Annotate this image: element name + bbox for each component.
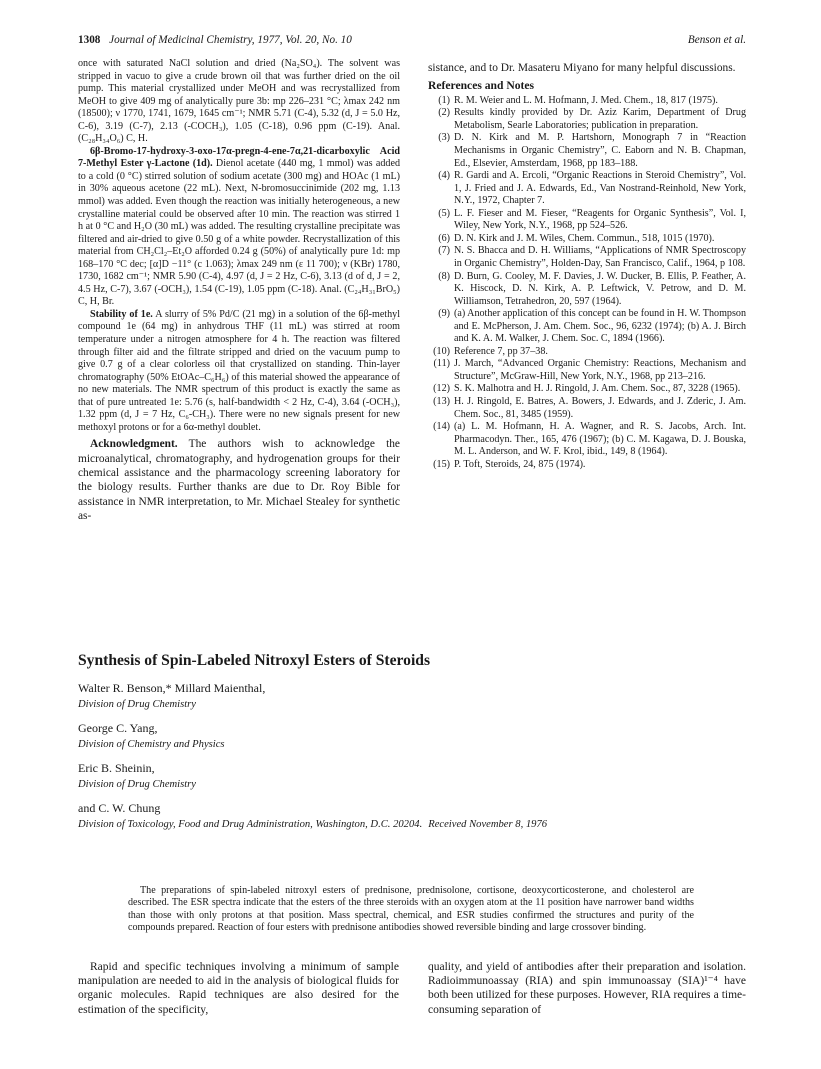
reference-text: R. M. Weier and L. M. Hofmann, J. Med. Chem., 18, 817 (1975). xyxy=(454,94,718,106)
affiliation-text: Division of Chemistry and Physics xyxy=(78,739,225,750)
author-affiliation xyxy=(78,738,748,751)
paragraph-text: Dienol acetate (440 mg, 1 mmol) was added to a cold (0 °C) stirred solution of sodium acetate (300 mg) and HOAc (1 mL) in 30% aqueous acetone (22 mL). Next, N-bromosuccinimide (202 mg, 1.13 mmol) was added. Even though the reaction was initially heterogeneous, a new crystalline material could be observed after 10 min. The reaction was stirred 1 h at 0 °C and H₂O (30 mL) was added. The resulting crystalline precipitate was filtered and air-dried to give 0.50 g of a white powder. Recrystallization of this material from CH₂Cl₂–Et₂O afforded 0.24 g (50%) of analytically pure 1d: mp 168–170 °C dec; [α]D −11° (c 1.063); λmax 249 nm (ε 11 700); ν (KBr) 1780, 1730, 1682 cm⁻¹; NMR 5.90 (C-4), 4.97 (d, J = 2 Hz, C-6), 3.13 (d of d, J = 2, 4.5 Hz, C-7), 3.67 (-OCH₃), 1.54 (C-19), 1.05 ppm (C-18). Anal. (C₂₄H₃₁BrO₅) C, H, Br. xyxy=(78,158,400,308)
reference-item xyxy=(428,383,746,396)
acknowledgment-heading: Acknowledgment. xyxy=(90,438,178,451)
acknowledgment-text: The authors wish to acknowledge the microanalytical, chromatography, and hydrogenation groups for their chemical assistance and the pharmacology screening laboratory for the biology results. Further thanks are due to Dr. Roy Bible for assistance in NMR interpretation, to Mr. Michael Stealey for synthetic as- xyxy=(78,438,400,522)
author-name: George C. Yang, xyxy=(78,721,158,735)
reference-text: (a) L. M. Hofmann, H. A. Wagner, and R. S. Jacobs, Arch. Int. Pharmacodyn. Ther., 165, 476 (1967); (b) C. M. Kagawa, D. J. Bouska, M. L. Anderson, and W. F. Krol, ibid., 149, 8 (1964). xyxy=(454,421,746,458)
reference-item xyxy=(428,132,746,170)
reference-text: D. N. Kirk and J. M. Wiles, Chem. Commun., 518, 1015 (1970). xyxy=(454,232,715,244)
reference-number: (13) xyxy=(433,395,450,407)
experimental-paragraph xyxy=(78,309,400,434)
reference-text: L. F. Fieser and M. Fieser, “Reagents for Organic Synthesis”, Vol. I, Wiley, New York, N.Y., 1968, pp 524–526. xyxy=(454,207,746,232)
right-column xyxy=(428,58,746,471)
reference-item xyxy=(428,233,746,246)
reference-number: (3) xyxy=(438,132,450,144)
reference-number: (9) xyxy=(438,308,450,320)
reference-item xyxy=(428,95,746,108)
reference-item xyxy=(428,245,746,270)
reference-item xyxy=(428,170,746,208)
reference-text: (a) Another application of this concept can be found in H. W. Thompson and E. McPherson, J. Am. Chem. Soc., 96, 6232 (1974); (b) A. J. Birch and K. A. M. Walker, J. Chem. Soc. C, 1894 (1966). xyxy=(454,308,746,345)
reference-text: Reference 7, pp 37–38. xyxy=(454,345,548,357)
experimental-paragraph: once with saturated NaCl solution and dried (Na₂SO₄). The solvent was stripped in vacuo to give a crude brown oil that was further dried on the oil pump. This material crystallized under MeOH and was recrystallized from MeOH to give 409 mg of analytically pure 3b: mp 226–231 °C; λmax 242 nm (18500); ν 1770, 1741, 1679, 1645 cm⁻¹; NMR 5.71 (C-4), 5.32 (d, J = 5.0 Hz, C-6), 3.19 (C-7), 2.13 (-COCH₃), 1.05 (C-18), 0.96 ppm (C-19). Anal. (C₂₈H₃₄O₆) C, H. xyxy=(78,58,400,145)
reference-item xyxy=(428,459,746,472)
reference-number: (10) xyxy=(433,345,450,357)
reference-text: Results kindly provided by Dr. Aziz Karim, Department of Drug Metabolism, Searle Laboratories; publication in preparation. xyxy=(454,107,746,131)
reference-number: (14) xyxy=(433,421,450,433)
author-affiliation xyxy=(78,818,748,831)
reference-text: D. N. Kirk and M. P. Hartshorn, Monograph 7 in “Reaction Mechanisms in Organic Chemistry”, C. Eaborn and N. B. Chapman, Ed., Elsevier, Amsterdam, 1968, pp 183–188. xyxy=(454,132,746,169)
running-header-authors: Benson et al. xyxy=(687,34,746,46)
reference-number: (6) xyxy=(438,232,450,244)
author-name: and C. W. Chung xyxy=(78,801,161,815)
references-list xyxy=(428,95,746,471)
reference-item xyxy=(428,346,746,359)
acknowledgment-continued: sistance, and to Dr. Masateru Miyano for many helpful discussions. xyxy=(428,62,736,74)
reference-item xyxy=(428,208,746,233)
author-name: Eric B. Sheinin, xyxy=(78,761,155,775)
intro-right: quality, and yield of antibodies after their preparation and isolation. Radioimmunoassay (RIA) and spin immunoassay (SIA)¹⁻⁴ have both been utilized for these purposes. However, RIA requires a time-consuming separation of xyxy=(428,961,746,1016)
reference-number: (5) xyxy=(438,207,450,219)
journal-citation: Journal of Medicinal Chemistry, 1977, Vol. 20, No. 10 xyxy=(109,34,352,46)
left-column xyxy=(78,58,400,523)
acknowledgment-paragraph xyxy=(78,437,400,523)
reference-text: H. J. Ringold, E. Batres, A. Bowers, J. Edwards, and J. Zderic, J. Am. Chem. Soc., 81, 3485 (1959). xyxy=(454,395,746,420)
running-header xyxy=(78,34,746,50)
affiliation-text: Division of Drug Chemistry xyxy=(78,779,197,790)
reference-number: (8) xyxy=(438,270,450,282)
reference-number: (11) xyxy=(433,358,450,370)
page-number: 1308 xyxy=(78,34,101,46)
intro-left: Rapid and specific techniques involving a minimum of sample manipulation are needed to aid in the analysis of biological fluids for organic molecules. Rapid techniques are also desired for the estimation of the specificity, xyxy=(78,961,399,1016)
experimental-paragraph xyxy=(78,146,400,309)
article-title: Synthesis of Spin-Labeled Nitroxyl Esters of Steroids xyxy=(78,652,431,669)
reference-item xyxy=(428,421,746,459)
author-affiliation xyxy=(78,698,748,711)
reference-text: D. Burn, G. Cooley, M. F. Davies, J. W. Ducker, B. Ellis, P. Feather, A. K. Hiscock, D. N. Kirk, A. P. Leftwick, V. Petrow, and D. M. Williamson, Tetrahedron, 20, 597 (1964). xyxy=(454,270,746,307)
compound-heading: 6β-Bromo-17-hydroxy-3-oxo-17α-pregn-4-ene-7α,21-dicarboxylic Acid 7-Methyl Ester γ-Lactone (1d). xyxy=(78,145,400,170)
paragraph-text: A slurry of 5% Pd/C (21 mg) in a solution of the 6β-methyl compound 1e (64 mg) in anhydrous THF (11 mL) was stirred at room temperature under a nitrogen atmosphere for 4 h. The reaction was filtered through filter aid and the filtrate stripped and dried on the vacuum pump to give 0.7 g of a clear colorless oil that crystallized on standing. Thin-layer chromatography (50% EtOAc–C₆H₆) of this material showed the appearance of no new materials. The NMR spectrum of this product is exactly the same as that of pure untreated 1e: 5.76 (s, half-bandwidth < 2 Hz, C-4), 3.64 (-OCH₃), 1.32 ppm (d, J = 7 Hz, C₆-CH₃). There were no new signals present for new methoxyl protons or for a 6α-methyl doublet. xyxy=(78,308,401,433)
reference-item xyxy=(428,358,746,383)
reference-number: (1) xyxy=(438,94,450,106)
reference-text: N. S. Bhacca and D. H. Williams, “Applications of NMR Spectroscopy in Organic Chemistry”, Holden-Day, San Francisco, Calif., 1964, p 108. xyxy=(454,245,746,269)
reference-item xyxy=(428,107,746,132)
received-date: Received November 8, 1976 xyxy=(428,819,548,830)
reference-number: (15) xyxy=(433,458,450,470)
article-header xyxy=(78,652,748,831)
reference-item xyxy=(428,308,746,346)
reference-item xyxy=(428,271,746,309)
reference-text: S. K. Malhotra and H. J. Ringold, J. Am. Chem. Soc., 87, 3228 (1965). xyxy=(454,383,741,395)
reference-text: P. Toft, Steroids, 24, 875 (1974). xyxy=(454,458,586,470)
reference-number: (12) xyxy=(433,383,450,395)
stability-heading: Stability of 1e. xyxy=(90,308,153,320)
author-list xyxy=(78,681,748,831)
affiliation-text: Division of Toxicology, Food and Drug Administration, Washington, D.C. 20204. xyxy=(78,819,423,830)
author-name: Walter R. Benson,* Millard Maienthal, xyxy=(78,681,266,695)
author-affiliation xyxy=(78,778,748,791)
abstract: The preparations of spin-labeled nitroxyl esters of prednisone, prednisolone, cortisone, deoxycorticosterone, and cholesterol are described. The ESR spectra indicate that the esters of the three steroids with an oxygen atom at the 11 position have narrower band widths than those with only protons at that position. Mass spectral, chemical, and ESR studies confirmed the structures and purity of the compounds prepared. Reaction of four esters with prednisone antibodies showed reversible binding and large crossover binding. xyxy=(128,885,694,934)
reference-number: (2) xyxy=(438,107,450,119)
reference-item xyxy=(428,396,746,421)
running-header-left xyxy=(78,34,352,46)
reference-text: J. March, “Advanced Organic Chemistry: Reactions, Mechanism and Structure”, McGraw-Hill, New York, N.Y., 1968, pp 213–216. xyxy=(454,358,746,382)
reference-text: R. Gardi and A. Ercoli, “Organic Reactions in Steroid Chemistry”, Vol. 1, J. Fried and J. A. Edwards, Ed., Van Nostrand-Reinhold, New York, N.Y., 1972, Chapter 7. xyxy=(454,170,746,207)
reference-number: (4) xyxy=(438,170,450,182)
references-title: References and Notes xyxy=(428,79,535,93)
reference-number: (7) xyxy=(438,245,450,257)
affiliation-text: Division of Drug Chemistry xyxy=(78,699,197,710)
